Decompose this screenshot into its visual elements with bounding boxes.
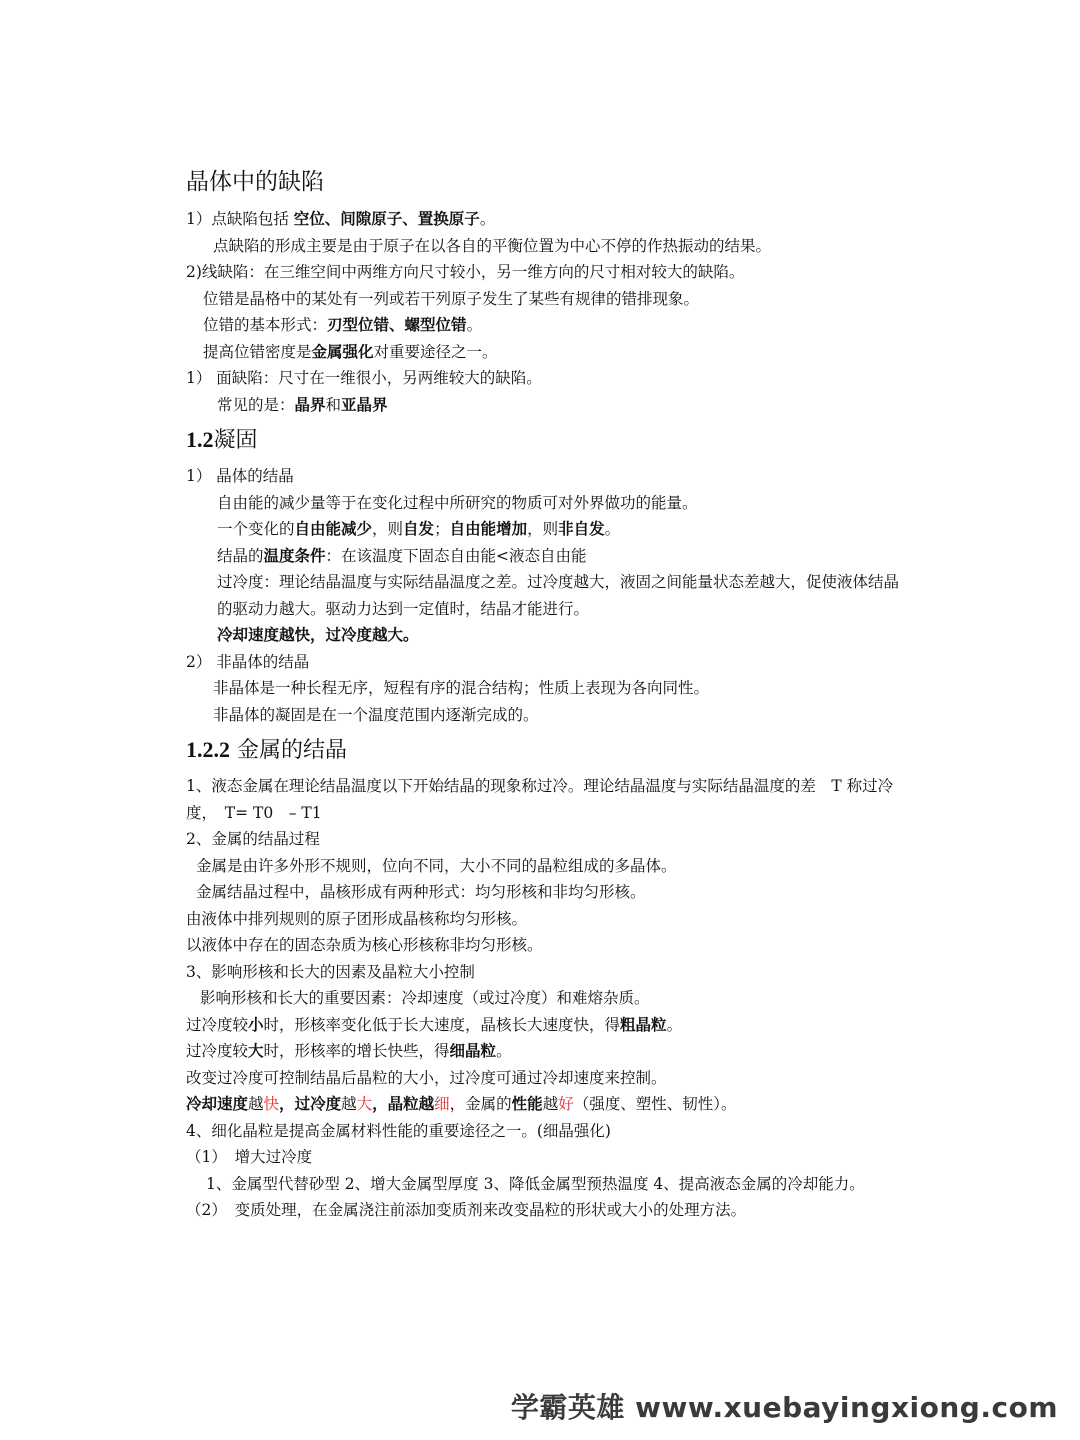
- section-title: 晶体中的缺陷: [186, 169, 324, 195]
- text-line: 非晶体的凝固是在一个温度范围内逐渐完成的。: [213, 705, 539, 724]
- text-line: 4、细化晶粒是提高金属材料性能的重要途径之一。(细晶强化): [186, 1121, 611, 1140]
- text-line: 位错的基本形式：刃型位错、螺型位错。: [203, 315, 483, 334]
- text-line: 由液体中排列规则的原子团形成晶核称均匀形核。: [186, 909, 528, 928]
- text-paragraph: 过冷度：理论结晶温度与实际结晶温度之差。过冷度越大，液固之间能量状态差越大，促使液体结晶的驱动力越大。驱动力达到一定值时，结晶才能进行。: [217, 573, 900, 618]
- text-paragraph: 1、金属型代替砂型 2、增大金属型厚度 3、降低金属型预热温度 4、提高液态金属的冷却能力。: [206, 1174, 865, 1193]
- text-line: 以液体中存在的固态杂质为核心形核称非均匀形核。: [186, 936, 543, 954]
- document-body: [186, 166, 906, 1224]
- text-line: 冷却速度越快，过冷度越大。: [217, 625, 419, 644]
- text-line: （1） 增大过冷度: [186, 1148, 313, 1166]
- text-line: 结晶的温度条件：在该温度下固态自由能<液态自由能: [217, 545, 587, 565]
- text-line: 自由能的减少量等于在变化过程中所研究的物质可对外界做功的能量。: [217, 493, 698, 512]
- text-line: 提高位错密度是金属强化对重要途径之一。: [203, 341, 498, 361]
- text-line: 2） 非晶体的结晶: [186, 652, 310, 671]
- text-line: 过冷度较小时，形核率变化低于长大速度，晶核长大速度快，得粗晶粒。: [186, 1014, 683, 1034]
- text-line: 1） 晶体的结晶: [186, 467, 294, 485]
- text-line: （2） 变质处理，在金属浇注前添加变质剂来改变晶粒的形状或大小的处理方法。: [186, 1201, 747, 1219]
- text-line: 2)线缺陷：在三维空间中两维方向尺寸较小，另一维方向的尺寸相对较大的缺陷。: [186, 263, 745, 281]
- text-line: 金属是由许多外形不规则，位向不同，大小不同的晶粒组成的多晶体。: [196, 856, 677, 875]
- text-line: 点缺陷的形成主要是由于原子在以各自的平衡位置为中心不停的作热振动的结果。: [213, 236, 772, 255]
- text-line: 一个变化的自由能减少，则自发；自由能增加，则非自发。: [217, 519, 621, 538]
- text-line: 常见的是：晶界和亚晶界: [217, 394, 388, 414]
- section-heading-1-2: 1.2凝固: [186, 427, 258, 453]
- text-line: 金属结晶过程中，晶核形成有两种形式：均匀形核和非均匀形核。: [196, 883, 646, 901]
- watermark: 学霸英雄 www.xuebayingxiong.com: [510, 1391, 1058, 1424]
- text-paragraph: 1、液态金属在理论结晶温度以下开始结晶的现象称过冷。理论结晶温度与实际结晶温度的差 T 称过冷度， T= T0 – T1: [186, 777, 894, 822]
- text-line: 2、金属的结晶过程: [186, 830, 320, 848]
- text-line: 影响形核和长大的重要因素：冷却速度（或过冷度）和难熔杂质。: [200, 989, 650, 1007]
- text-line: 非晶体是一种长程无序，短程有序的混合结构；性质上表现为各向同性。: [213, 679, 710, 697]
- text-line: 冷却速度越快，过冷度越大，晶粒越细，金属的性能越好（强度、塑性、韧性）。: [186, 1094, 737, 1113]
- section-heading-1-2-2: 1.2.2 金属的结晶: [186, 737, 348, 763]
- text-line: 1） 面缺陷：尺寸在一维很小，另两维较大的缺陷。: [186, 369, 542, 387]
- text-line: 改变过冷度可控制结晶后晶粒的大小，过冷度可通过冷却速度来控制。: [186, 1068, 667, 1087]
- text-line: 过冷度较大时，形核率的增长快些，得细晶粒。: [186, 1041, 512, 1060]
- text-line: 位错是晶格中的某处有一列或若干列原子发生了某些有规律的错排现象。: [203, 289, 700, 308]
- text-line: 1）点缺陷包括 空位、间隙原子、置换原子。: [186, 209, 496, 228]
- text-line: 3、影响形核和长大的因素及晶粒大小控制: [186, 962, 475, 981]
